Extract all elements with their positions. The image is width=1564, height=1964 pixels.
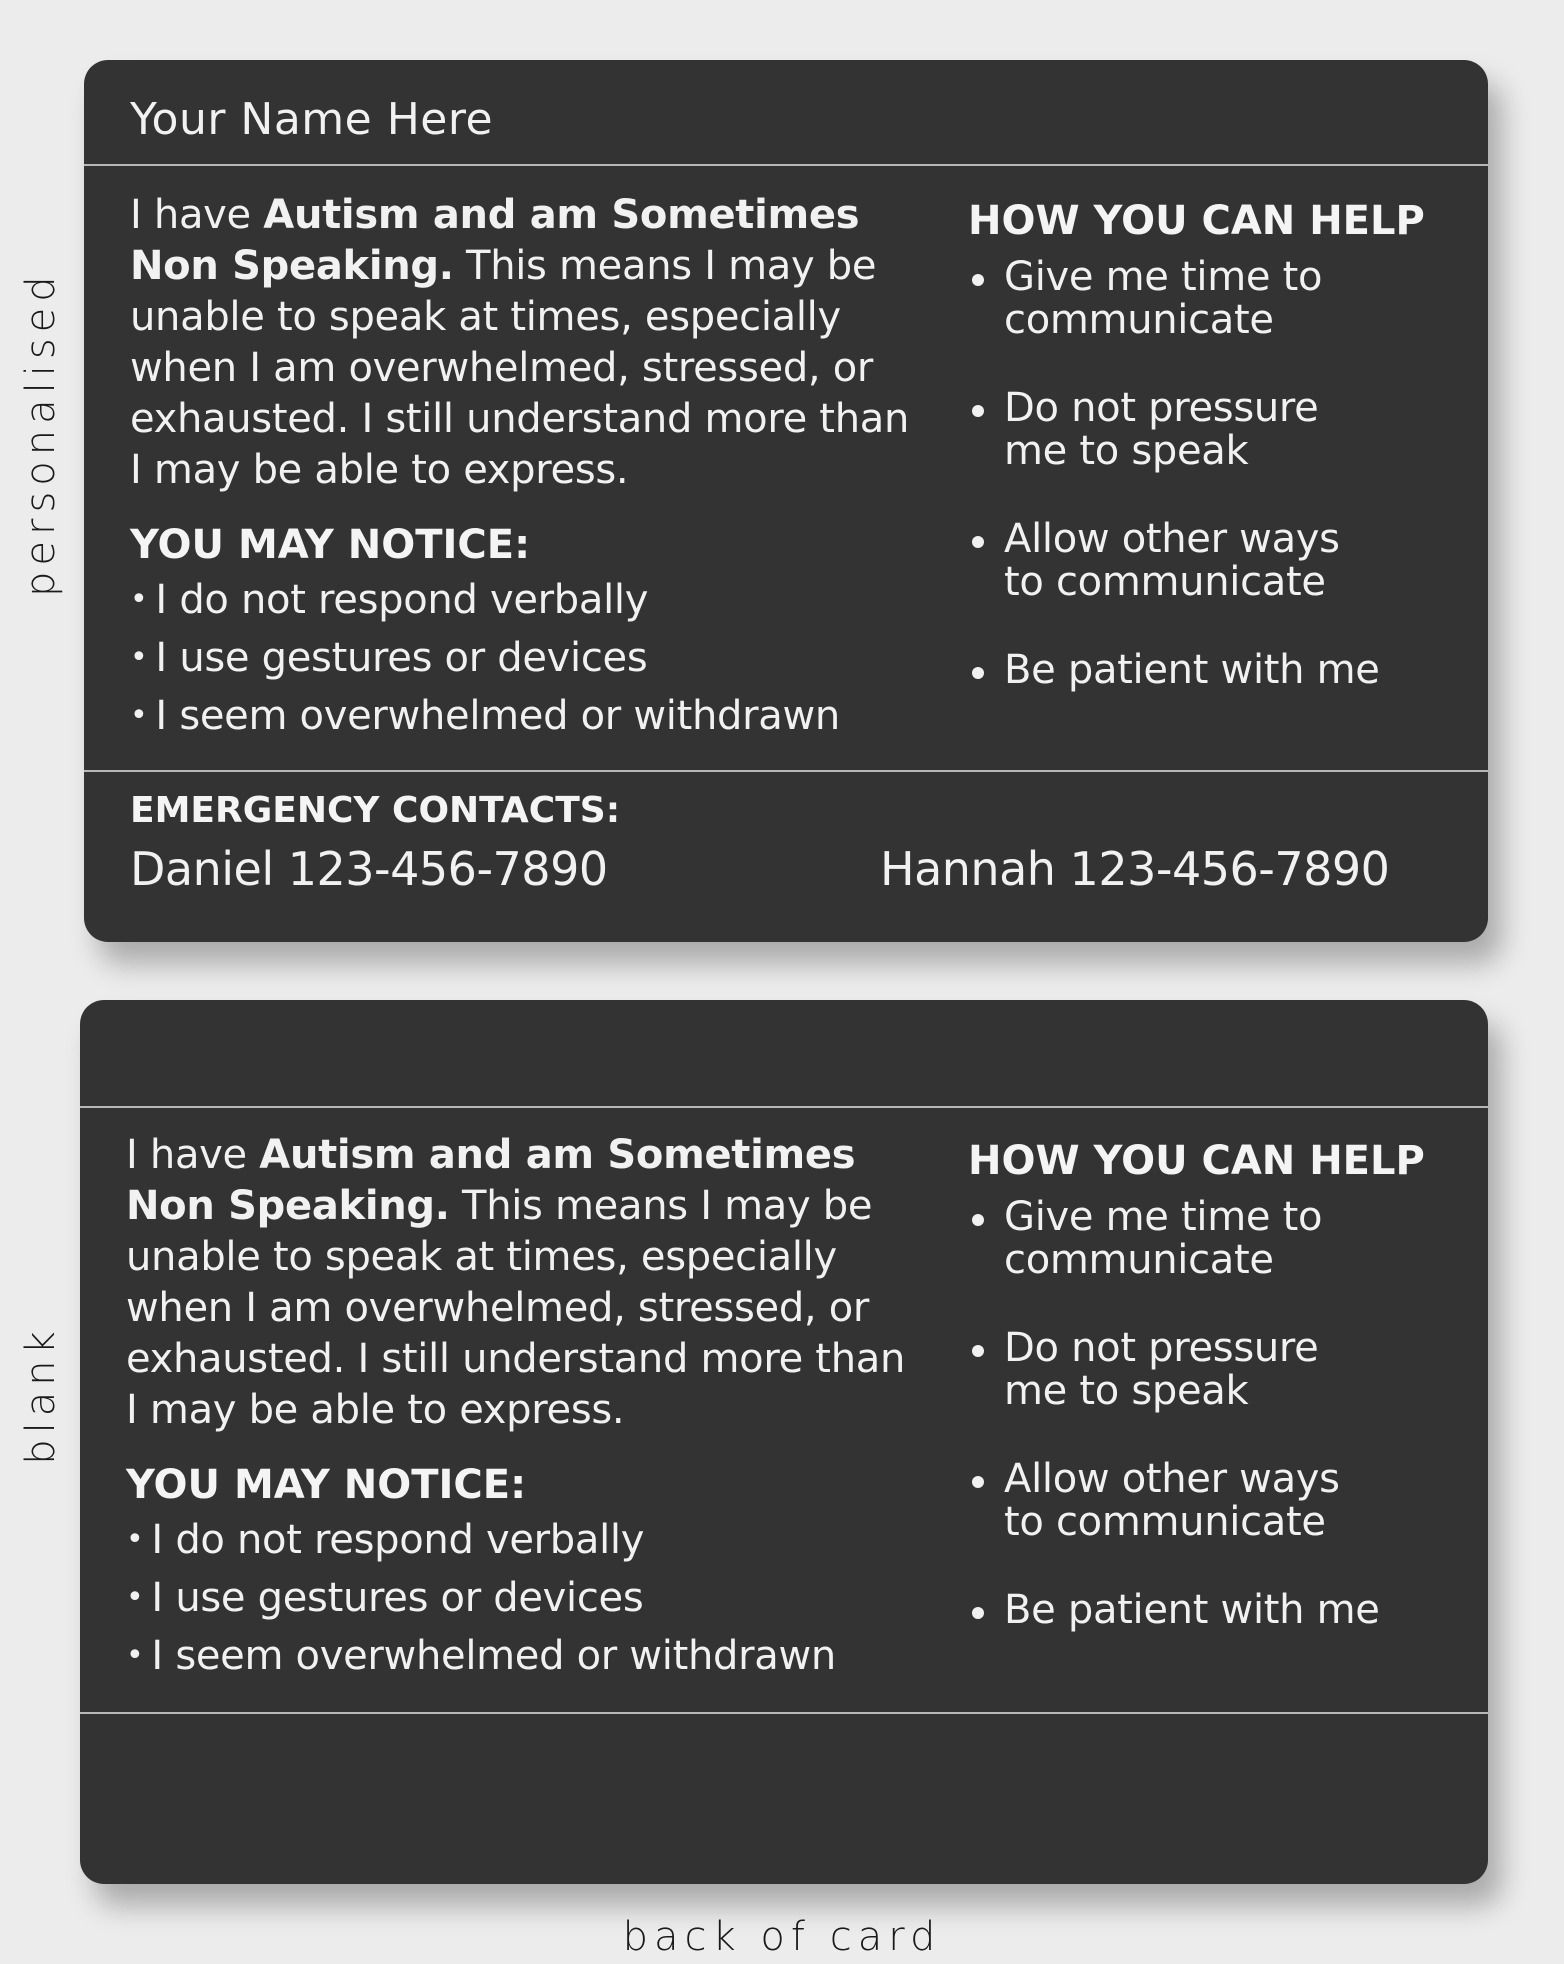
help-item: Be patient with me (968, 649, 1380, 692)
help-item: Do not pressure me to speak (968, 387, 1380, 473)
intro-bold: Autism and am Sometimes Non Speaking. (126, 1132, 856, 1229)
help-title: HOW YOU CAN HELP (968, 1138, 1425, 1184)
footer-divider (84, 770, 1488, 772)
header-divider (84, 164, 1488, 166)
back-of-card-label: back of card (622, 1914, 942, 1960)
notice-item: • I do not respond verbally (130, 571, 840, 629)
help-item: Give me time to communicate (968, 1196, 1380, 1282)
contact-2: Hannah 123-456-7890 (880, 842, 1390, 896)
contacts-title: EMERGENCY CONTACTS: (130, 790, 621, 831)
blank-label: blank (18, 1325, 64, 1465)
personalised-label: personalised (18, 270, 64, 597)
help-title: HOW YOU CAN HELP (968, 198, 1425, 244)
blank-card (80, 1000, 1488, 1884)
notice-list (126, 1511, 836, 1685)
notice-item: • I use gestures or devices (130, 629, 840, 687)
header-divider (80, 1106, 1488, 1108)
intro-text: I have Autism and am Sometimes Non Speaking. This means I may be unable to speak at times, especially when I am overwhelmed, stressed, or exhausted. I still understand more than I may be able to express. (126, 1132, 906, 1433)
help-item: Allow other ways to communicate (968, 518, 1380, 604)
notice-title: YOU MAY NOTICE: (126, 1462, 527, 1508)
footer-divider (80, 1712, 1488, 1714)
intro-bold: Autism and am Sometimes Non Speaking. (130, 192, 860, 289)
personalised-card (84, 60, 1488, 942)
contact-1: Daniel 123-456-7890 (130, 842, 608, 896)
notice-item: • I seem overwhelmed or withdrawn (130, 687, 840, 745)
card-holder-name: Your Name Here (130, 94, 494, 145)
help-item: Do not pressure me to speak (968, 1327, 1380, 1413)
notice-item: • I seem overwhelmed or withdrawn (126, 1627, 836, 1685)
notice-item: • I do not respond verbally (126, 1511, 836, 1569)
notice-list (130, 571, 840, 745)
help-item: Allow other ways to communicate (968, 1458, 1380, 1544)
notice-title: YOU MAY NOTICE: (130, 522, 531, 568)
help-list (968, 1196, 1380, 1632)
intro-text: I have Autism and am Sometimes Non Speaking. This means I may be unable to speak at times, especially when I am overwhelmed, stressed, or exhausted. I still understand more than I may be able to express. (130, 192, 910, 493)
help-item: Give me time to communicate (968, 256, 1380, 342)
notice-item: • I use gestures or devices (126, 1569, 836, 1627)
help-item: Be patient with me (968, 1589, 1380, 1632)
help-list (968, 256, 1380, 692)
